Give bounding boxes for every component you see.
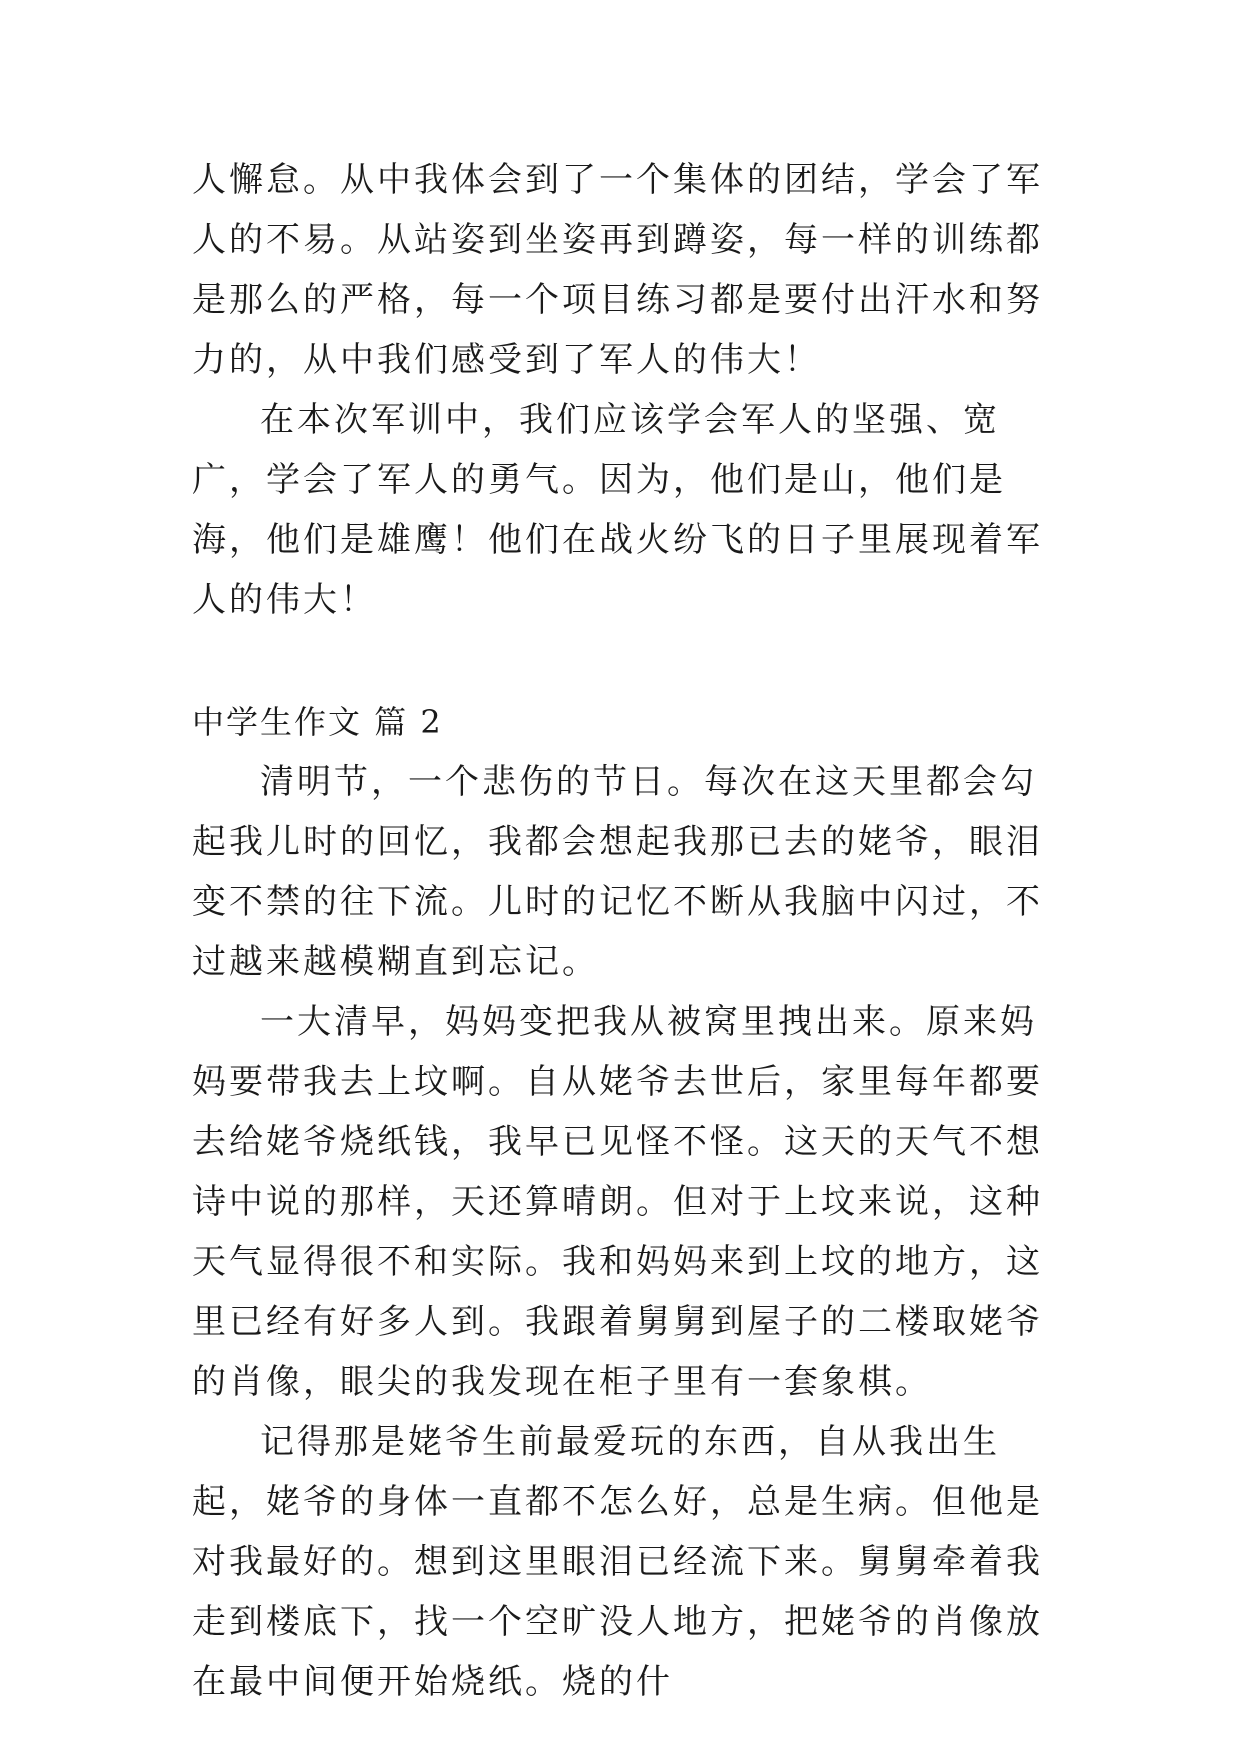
paragraph-1: 人懈怠。从中我体会到了一个集体的团结，学会了军人的不易。从站姿到坐姿再到蹲姿，每一样的训练都是那么的严格，每一个项目练习都是要付出汗水和努力的，从中我们感受到了军人的伟大！ [192,160,1043,380]
paragraph-4: 一大清早，妈妈变把我从被窝里拽出来。原来妈妈要带我去上坟啊。自从姥爷去世后，家里每年都要去给姥爷烧纸钱，我早已见怪不怪。这天的天气不想诗中说的那样，天还算晴朗。但对于上坟来说，这种天气显得很不和实际。我和妈妈来到上坟的地方，这里已经有好多人到。我跟着舅舅到屋子的二楼取姥爷的肖像，眼尖的我发现在柜子里有一套象棋。 [192,1002,1043,1402]
document-body [192,150,1072,1712]
section-heading: 中学生作文 篇 2 [192,703,443,741]
paragraph-2: 在本次军训中，我们应该学会军人的坚强、宽广，学会了军人的勇气。因为，他们是山，他们是海，他们是雄鹰！他们在战火纷飞的日子里展现着军人的伟大！ [192,400,1043,620]
paragraph-5: 记得那是姥爷生前最爱玩的东西，自从我出生起，姥爷的身体一直都不怎么好，总是生病。但他是对我最好的。想到这里眼泪已经流下来。舅舅牵着我走到楼底下，找一个空旷没人地方，把姥爷的肖像放在最中间便开始烧纸。烧的什 [192,1422,1043,1702]
paragraph-3: 清明节，一个悲伤的节日。每次在这天里都会勾起我儿时的回忆，我都会想起我那已去的姥爷，眼泪变不禁的往下流。儿时的记忆不断从我脑中闪过，不过越来越模糊直到忘记。 [192,762,1043,982]
